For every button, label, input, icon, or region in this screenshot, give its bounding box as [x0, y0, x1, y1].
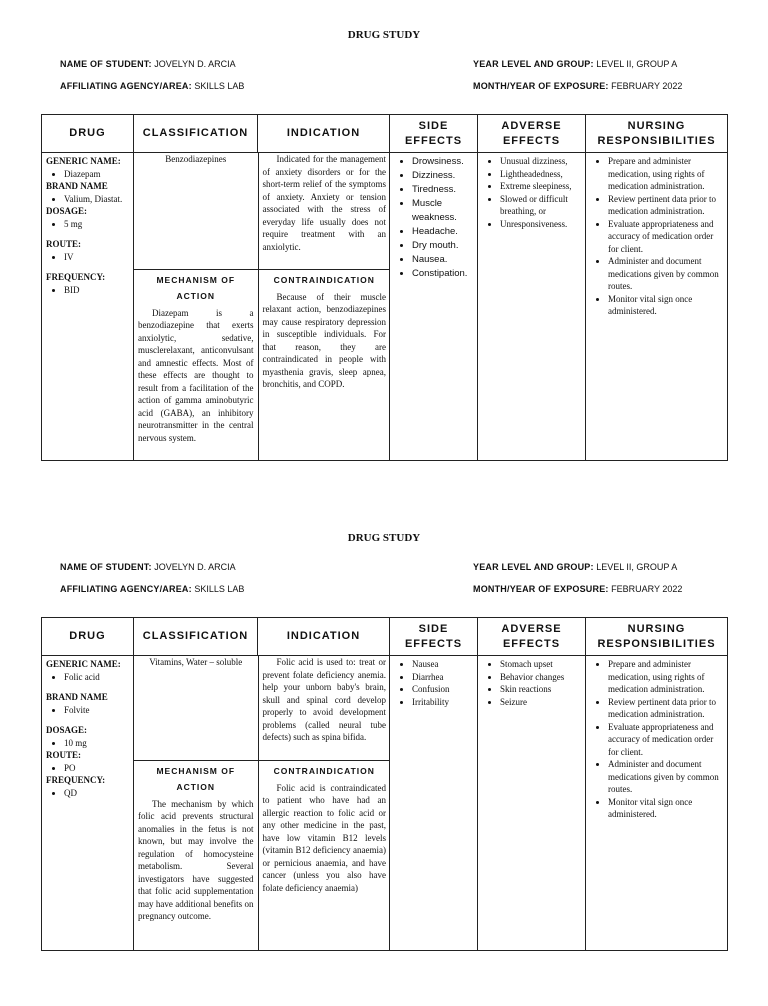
adverse-effects-cell	[478, 656, 586, 951]
brand-value: • Valium, Diastat.	[64, 193, 129, 206]
contraindication-text: Folic acid is contraindicated to patient who have had an allergic reaction to folic acid or any other medicine in the past, have low vitamin B12 levels (vitamin B12 deficiency anaemia) or pernicious anaemia, and have cancer (unless you also have folate deficiency anaemia)	[262, 782, 386, 893]
header-row	[42, 618, 728, 656]
drug-cell	[42, 656, 134, 951]
agency-value: SKILLS LAB	[194, 584, 245, 594]
side-effect-item: • Dizziness.	[412, 169, 473, 183]
month-year	[473, 584, 682, 594]
dosage-label: DOSAGE:	[46, 206, 88, 216]
nursing-cell	[586, 153, 728, 461]
adverse-effect-item: • Stomach upset	[500, 658, 581, 671]
nursing-item: • Review pertinent data prior to medication administration.	[608, 193, 723, 218]
generic-value: • Folic acid	[64, 671, 129, 684]
nursing-item: • Prepare and administer medication, using rights of medication administration.	[608, 658, 723, 696]
nursing-item: • Review pertinent data prior to medication administration.	[608, 696, 723, 721]
student-name-label: NAME OF STUDENT:	[60, 562, 152, 572]
student-name	[60, 59, 236, 69]
dosage-label: DOSAGE:	[46, 725, 88, 735]
page-title: DRUG STUDY	[347, 29, 421, 41]
side-effect-item: • Nausea	[412, 658, 473, 671]
mechanism-heading: MECHANISM OF ACTION	[156, 765, 236, 792]
nursing-item: • Administer and document medications given by common routes.	[608, 758, 723, 796]
header-nursing: NURSING RESPONSIBILITIES	[586, 115, 728, 153]
year-level-value: LEVEL II, GROUP A	[596, 562, 678, 572]
agency-value: SKILLS LAB	[194, 81, 245, 91]
month-year-value: FEBRUARY 2022	[611, 81, 683, 91]
side-effect-item: • Irritability	[412, 696, 473, 709]
class-indication-cell	[134, 656, 390, 951]
nursing-item: • Evaluate appropriateness and accuracy of medication order for client.	[608, 721, 723, 759]
mechanism-text: The mechanism by which folic acid prevents structural anomalies in the fetus is not known, but may involve the regulation of homocysteine metabolism. Several investigators have suggested that folic acid supplementation may have additional benefits on pregnancy outcome.	[138, 798, 254, 921]
affiliating-agency	[60, 81, 244, 91]
drug-cell	[42, 153, 134, 461]
student-name-label: NAME OF STUDENT:	[60, 59, 152, 69]
mechanism-text: Diazepam is a benzodiazepine that exerts anxiolytic, sedative, musclerelaxant, anticonvulsant and amnestic effects. Most of these effects are thought to result from a facilitation of the action of gamma aminobutyric acid (GABA), an inhibitory neurotransmitter in the central nervous system.	[138, 307, 254, 443]
agency-label: AFFILIATING AGENCY/AREA:	[60, 584, 192, 594]
route-value: • PO	[64, 762, 129, 775]
header-drug: DRUG	[42, 115, 134, 153]
header-side-effects: SIDE EFFECTS	[390, 618, 478, 656]
adverse-effect-item: • Slowed or difficult breathing, or	[500, 193, 581, 218]
brand-label: BRAND NAME	[46, 692, 108, 702]
header-row	[42, 115, 728, 153]
route-label: ROUTE:	[46, 239, 82, 249]
contraindication-heading: CONTRAINDICATION	[273, 765, 375, 776]
adverse-effect-item: • Behavior changes	[500, 671, 581, 684]
affiliating-agency	[60, 584, 244, 594]
side-effect-item: • Constipation.	[412, 267, 473, 281]
drug-study-table	[41, 617, 728, 951]
nursing-item: • Monitor vital sign once administered.	[608, 293, 723, 318]
side-effect-item: • Headache.	[412, 225, 473, 239]
header-side-effects: SIDE EFFECTS	[390, 115, 478, 153]
dosage-value: • 10 mg	[64, 737, 129, 750]
frequency-label: FREQUENCY:	[46, 272, 106, 282]
classification-value: Vitamins, Water – soluble	[134, 656, 258, 760]
student-name	[60, 562, 236, 572]
side-effect-item: • Confusion	[412, 683, 473, 696]
side-effect-item: • Drowsiness.	[412, 155, 473, 169]
side-effect-item: • Muscle weakness.	[412, 197, 473, 225]
year-level-label: YEAR LEVEL AND GROUP:	[473, 59, 594, 69]
header-nursing: NURSING RESPONSIBILITIES	[586, 618, 728, 656]
month-year-label: MONTH/YEAR OF EXPOSURE:	[473, 81, 609, 91]
content-row	[42, 656, 728, 951]
generic-label: GENERIC NAME:	[46, 156, 121, 166]
header-drug: DRUG	[42, 618, 134, 656]
header-indication: INDICATION	[258, 618, 390, 656]
year-level-label: YEAR LEVEL AND GROUP:	[473, 562, 594, 572]
month-year-label: MONTH/YEAR OF EXPOSURE:	[473, 584, 609, 594]
side-effect-item: • Tiredness.	[412, 183, 473, 197]
year-level-value: LEVEL II, GROUP A	[596, 59, 678, 69]
agency-label: AFFILIATING AGENCY/AREA:	[60, 81, 192, 91]
adverse-effect-item: • Lightheadedness,	[500, 168, 581, 181]
route-value: • IV	[64, 251, 129, 264]
contraindication-heading: CONTRAINDICATION	[273, 274, 375, 285]
brand-value: • Folvite	[64, 704, 129, 717]
side-effect-item: • Diarrhea	[412, 671, 473, 684]
class-indication-cell	[134, 153, 390, 461]
side-effect-item: • Dry mouth.	[412, 239, 473, 253]
header-indication: INDICATION	[258, 115, 390, 153]
frequency-value: • QD	[64, 787, 129, 800]
adverse-effect-item: • Unresponsiveness.	[500, 218, 581, 231]
page-title: DRUG STUDY	[347, 532, 421, 544]
side-effects-cell	[390, 153, 478, 461]
year-level	[473, 562, 677, 572]
nursing-item: • Evaluate appropriateness and accuracy of medication order for client.	[608, 218, 723, 256]
adverse-effect-item: • Skin reactions	[500, 683, 581, 696]
generic-label: GENERIC NAME:	[46, 659, 121, 669]
student-name-value: JOVELYN D. ARCIA	[154, 562, 236, 572]
drug-study-table	[41, 114, 728, 461]
nursing-item: • Administer and document medications given by common routes.	[608, 255, 723, 293]
mechanism-heading: MECHANISM OF ACTION	[156, 274, 236, 301]
contraindication-text: Because of their muscle relaxant action, benzodiazepines may cause respiratory depression in susceptible individuals. For that reason, they are contraindicated in people with myasthenia gravis, sleep apnea, bronchitis, and COPD.	[262, 291, 386, 389]
header-adverse-effects: ADVERSE EFFECTS	[478, 618, 586, 656]
generic-value: • Diazepam	[64, 168, 129, 181]
month-year	[473, 81, 682, 91]
month-year-value: FEBRUARY 2022	[611, 584, 683, 594]
adverse-effects-cell	[478, 153, 586, 461]
frequency-value: • BID	[64, 284, 129, 297]
route-label: ROUTE:	[46, 750, 82, 760]
dosage-value: • 5 mg	[64, 218, 129, 231]
classification-value: Benzodiazepines	[134, 153, 258, 269]
adverse-effect-item: • Seizure	[500, 696, 581, 709]
header-classification: CLASSIFICATION	[134, 115, 258, 153]
side-effects-cell	[390, 656, 478, 951]
header-classification: CLASSIFICATION	[134, 618, 258, 656]
header-adverse-effects: ADVERSE EFFECTS	[478, 115, 586, 153]
side-effect-item: • Nausea.	[412, 253, 473, 267]
nursing-item: • Prepare and administer medication, using rights of medication administration.	[608, 155, 723, 193]
frequency-label: FREQUENCY:	[46, 775, 106, 785]
nursing-item: • Monitor vital sign once administered.	[608, 796, 723, 821]
year-level	[473, 59, 677, 69]
indication-text: Folic acid is used to: treat or prevent folate deficiency anemia. help your unborn baby's brain, skull and spinal cord develop properly to avoid development problems (called neural tube defects) such as spina bifida.	[262, 657, 386, 742]
adverse-effect-item: • Extreme sleepiness,	[500, 180, 581, 193]
student-name-value: JOVELYN D. ARCIA	[154, 59, 236, 69]
nursing-cell	[586, 656, 728, 951]
content-row	[42, 153, 728, 461]
brand-label: BRAND NAME	[46, 181, 108, 191]
indication-text: Indicated for the management of anxiety disorders or for the short-term relief of the symptoms of anxiety. Anxiety or tension associated with the stress of everyday life usually does not require treatment with an anxiolytic.	[262, 154, 386, 252]
adverse-effect-item: • Unusual dizziness,	[500, 155, 581, 168]
